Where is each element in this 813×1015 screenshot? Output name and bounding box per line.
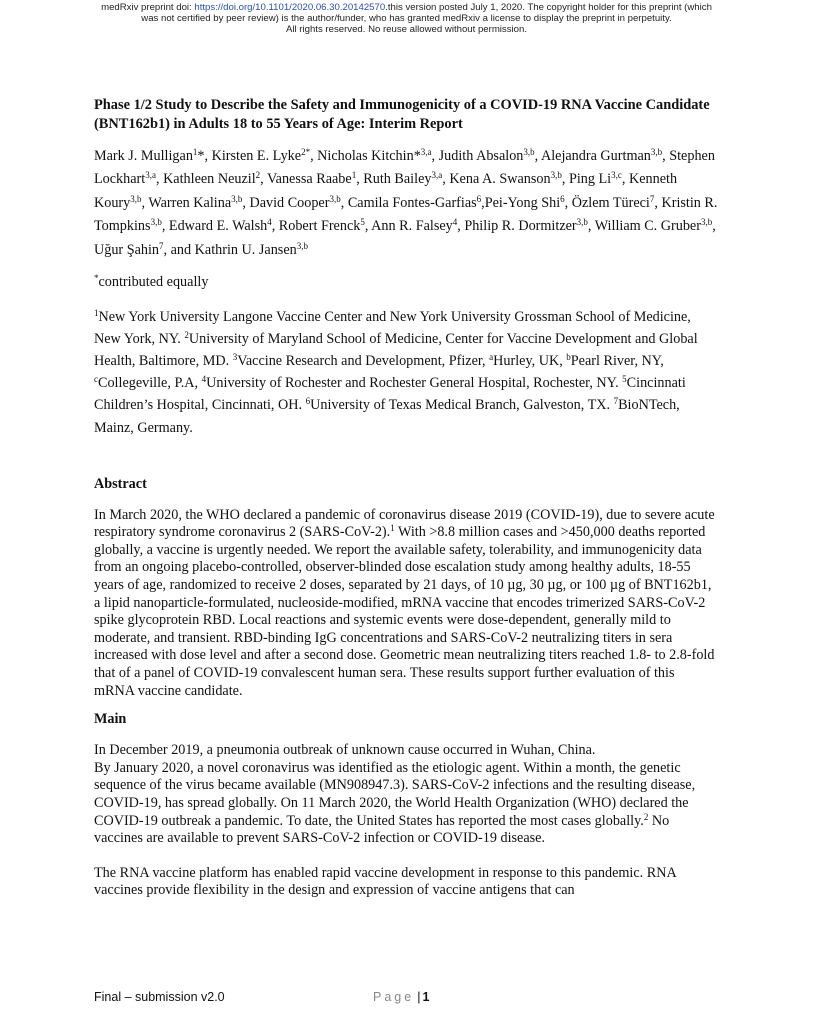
author-separator: , (457, 218, 465, 235)
footer-page-word: Page (373, 990, 415, 1004)
author-affiliation-mark: 3,b (650, 147, 663, 157)
author-affiliation-mark: 7 (159, 240, 164, 251)
author-name: Alejandra Gurtman (540, 148, 651, 164)
author-name: Stephen Lockhart (94, 148, 715, 188)
author (348, 195, 485, 211)
author-separator: , (534, 148, 541, 164)
author-affiliation-mark: 3,b (523, 147, 535, 157)
affiliation-text: Cincinnati Children’s Hospital, Cincinnati, OH. (94, 375, 686, 414)
author (163, 171, 267, 187)
author-name: Ping Li (568, 171, 612, 188)
author-affiliation-mark: 4 (452, 217, 458, 228)
affiliation (202, 375, 623, 391)
author-list (94, 145, 718, 262)
contributed-mark: * (94, 273, 99, 284)
author-name: Kristin R. Tompkins (94, 194, 718, 235)
affiliation-mark: 3 (232, 352, 238, 363)
author (569, 171, 629, 187)
author-name: Robert Frenck (278, 218, 361, 235)
author (572, 195, 662, 211)
author-separator: , (310, 148, 318, 164)
affiliation (94, 375, 202, 391)
main-paragraph-2: The RNA vaccine platform has enabled rapid vaccine development in response to this pandemic. RNA vaccines provide flexibility in the design and expression of vaccine antigens that can (94, 864, 676, 899)
author (279, 218, 371, 234)
main-paragraph-1-part-2: No vaccines are available to prevent SARS-CoV-2 infection or COVID-19 disease. (94, 812, 670, 847)
author-name: Edward E. Walsh (168, 218, 268, 235)
affiliation-text: Vaccine Research and Development, Pfizer, (237, 353, 490, 370)
author-affiliation-mark: 3,b (150, 217, 162, 228)
author-affiliation-mark: 6 (560, 193, 565, 204)
affiliation (566, 353, 663, 369)
affiliation-text: Pearl River, NY, (570, 353, 664, 370)
author-separator: , (161, 218, 169, 235)
author-separator: , (260, 171, 267, 188)
footer-page (373, 990, 429, 1004)
banner-line-3: All rights reserved. No reuse allowed without permission. (285, 24, 527, 35)
author-affiliation-mark: 1 (192, 147, 198, 157)
author-separator: , (587, 218, 595, 235)
author-name: Kenneth Koury (94, 171, 678, 211)
author-affiliation-mark: 7 (649, 193, 655, 204)
author (317, 148, 438, 164)
author-affiliation-mark: 3,b (576, 217, 588, 228)
author-affiliation-mark: 4 (267, 217, 272, 228)
author-separator: , (155, 171, 164, 188)
banner-line-1-rest: .this version posted July 1, 2020. The copyright holder for this preprint (which (385, 2, 712, 13)
affiliation-mark: 4 (201, 374, 207, 385)
author-affiliation-mark: 3,b (296, 240, 308, 251)
contributed-equally-note (94, 273, 718, 292)
abstract-part-2: With >8.8 million cases and >450,000 deaths reported globally, a vaccine is urgently needed. We report the available safety, tolerability, and immunogenicity data from an ongoing placebo-controlled, observer-blinded dose escalation study among healthy adults, 18-55 years of age, randomized to receive 2 doses, separated by 21 days, of 10 µg, 30 µg, or 100 µg of BNT162b1, a lipid nanoparticle-formulated, nucleoside-modified, mRNA vaccine that encodes trimerized SARS-CoV-2 spike glycoprotein RBD. Local reactions and systemic events were dose-dependent, generally mild to moderate, and transient. RBD-binding IgG concentrations and SARS-CoV-2 neutralizing titers in sera increased with dose level and after a second dose. Geometric mean neutralizing titers reached 1.8- to 2.8-fold that of a panel of COVID-19 convalescent human sera. These results support further evaluation of this mRNA vaccine candidate. (94, 524, 715, 699)
author (485, 195, 572, 211)
author-separator: *, (197, 148, 212, 164)
author (94, 148, 212, 164)
author (595, 218, 716, 234)
abstract-reference: 1 (390, 523, 395, 534)
author-affiliation-mark: 3,a (145, 170, 156, 181)
affiliation-mark: 2 (184, 330, 189, 341)
doi-link[interactable]: https://doi.org/10.1101/2020.06.30.20142570 (194, 2, 386, 13)
author (439, 148, 541, 164)
main-paragraph-1 (94, 742, 718, 848)
author-separator: , (621, 171, 629, 188)
author-affiliation-mark: 3,a (431, 170, 443, 181)
author-affiliation-mark: 5 (360, 217, 365, 228)
banner-prefix: medRxiv preprint doi: (101, 2, 195, 13)
author (195, 242, 308, 258)
affiliation-text: University of Maryland School of Medicine, Center for Vaccine Development and Global Health, Baltimore, MD. (94, 331, 698, 370)
author-affiliation-mark: 3,b (700, 217, 713, 228)
preprint-banner (40, 2, 773, 35)
author-name: Kathleen Neuzil (163, 171, 256, 188)
contributed-text: contributed equally (98, 274, 209, 291)
author-name: Judith Absalon (438, 148, 524, 164)
author-name: Uğur Şahin (94, 241, 160, 258)
author-separator: , (271, 218, 279, 235)
affiliation-text: BioNTech, Mainz, Germany. (94, 397, 680, 436)
author-name: Pei-Yong Shi (484, 194, 561, 211)
author-name: Kathrin U. Jansen (194, 241, 297, 258)
author-name: Mark J. Mulligan (94, 148, 193, 164)
author-separator: , (561, 171, 569, 188)
abstract-heading: Abstract (94, 475, 147, 492)
affiliation-mark: b (566, 352, 571, 363)
banner-line-1 (40, 2, 773, 13)
author-separator: , (662, 148, 670, 164)
affiliation-mark: 5 (622, 374, 627, 385)
author-name: Kirsten E. Lyke (211, 148, 302, 164)
abstract-text (94, 507, 718, 701)
author-separator: , (242, 194, 250, 211)
author-separator: , (654, 194, 662, 211)
author-separator: , and (163, 241, 195, 258)
author-name: Ann R. Falsey (371, 218, 453, 235)
affiliation-mark: 1 (94, 308, 99, 319)
author-separator: , (141, 194, 149, 211)
author (148, 195, 249, 211)
author-separator: , (364, 218, 372, 235)
author-affiliation-mark: 2 (255, 170, 261, 181)
author-affiliation-mark: 3,b (550, 170, 562, 181)
footer-version: Final – submission v2.0 (94, 990, 225, 1004)
author-separator: , (564, 194, 572, 211)
author-name: Philip R. Dormitzer (464, 218, 577, 235)
author-affiliation-mark: 3,b (231, 193, 243, 204)
author-name: William C. Gruber (594, 218, 701, 235)
affiliation (489, 353, 566, 369)
author-separator: , (356, 171, 364, 188)
affiliation-mark: c (94, 374, 98, 385)
author-affiliation-mark: 2* (301, 147, 311, 157)
author (249, 195, 347, 211)
author (464, 218, 594, 234)
paper-body (94, 96, 718, 900)
author (449, 171, 569, 187)
author-affiliation-mark: 6 (476, 193, 482, 204)
author-name: Warren Kalina (148, 194, 232, 211)
author-separator: , (712, 218, 716, 235)
author-name: Camila Fontes-Garfias (347, 194, 477, 211)
abstract-part-1: In March 2020, the WHO declared a pandemic of coronavirus disease 2019 (COVID-19), due to severe acute respiratory syndrome coronavirus 2 (SARS-CoV-2). (94, 506, 715, 541)
author-separator: , (481, 194, 485, 211)
author-affiliation-mark: 3,b (130, 193, 142, 204)
affiliation-list (94, 306, 718, 439)
main-reference: 2 (643, 811, 649, 822)
affiliation-text: University of Rochester and Rochester General Hospital, Rochester, NY. (206, 375, 623, 392)
author (541, 148, 669, 164)
author-separator: , (442, 171, 450, 188)
affiliation-text: University of Texas Medical Branch, Galveston, TX. (310, 397, 614, 414)
affiliation (233, 353, 489, 369)
footer-separator: | (417, 990, 421, 1004)
paper-title: Phase 1/2 Study to Describe the Safety and Immunogenicity of a COVID-19 RNA Vaccine Candidate (BNT162b1) in Adults 18 to 55 Years of Age: Interim Report (94, 97, 710, 132)
banner-line-2: was not certified by peer review) is the author/funder, who has granted medRxiv a license to display the preprint in perpetuity. (141, 13, 672, 24)
affiliation-text: Hurley, UK, (493, 353, 567, 370)
author-name: Ruth Bailey (363, 171, 432, 188)
author-name: Vanessa Raabe (266, 171, 352, 188)
author-affiliation-mark: 3,c (611, 170, 622, 181)
main-paragraph-1-part-1: By January 2020, a novel coronavirus was identified as the etiologic agent. Within a month, the genetic sequence of the virus became available (MN908947.3). SARS-CoV-2 infections and the resulting disease, COVID-19, has spread globally. On 11 March 2020, the World Health Organization (WHO) declared the COVID-19 outbreak a pandemic. To date, the United States has reported the most cases globally. (94, 759, 696, 829)
author (94, 242, 195, 258)
main-heading: Main (94, 711, 127, 728)
author-separator: , (340, 194, 348, 211)
author-affiliation-mark: 3,a (420, 147, 432, 157)
author-affiliation-mark: 3,b (329, 193, 341, 204)
affiliation-text: Collegeville, P.A, (98, 375, 202, 392)
author-name: Kena A. Swanson (449, 171, 551, 188)
author (169, 218, 279, 234)
page-footer (94, 990, 718, 1008)
affiliation-mark: 6 (305, 396, 311, 407)
affiliation-text: New York University Langone Vaccine Center and New York University Grossman School of Medicine, New York, NY. (94, 309, 691, 348)
affiliation-mark: 7 (613, 396, 619, 407)
author-separator: , (431, 148, 439, 164)
main-paragraph-1-line-1: In December 2019, a pneumonia outbreak of unknown cause occurred in Wuhan, China. (94, 742, 596, 759)
author-affiliation-mark: 1 (351, 170, 357, 181)
author (371, 218, 464, 234)
footer-page-number: 1 (422, 990, 430, 1004)
affiliation (306, 397, 614, 413)
author (212, 148, 318, 164)
author-name: David Cooper (249, 194, 330, 211)
author (267, 171, 363, 187)
author-name: Özlem Türeci (571, 194, 650, 211)
author-name: Nicholas Kitchin* (317, 148, 421, 164)
author (363, 171, 449, 187)
affiliation-mark: a (489, 352, 494, 363)
